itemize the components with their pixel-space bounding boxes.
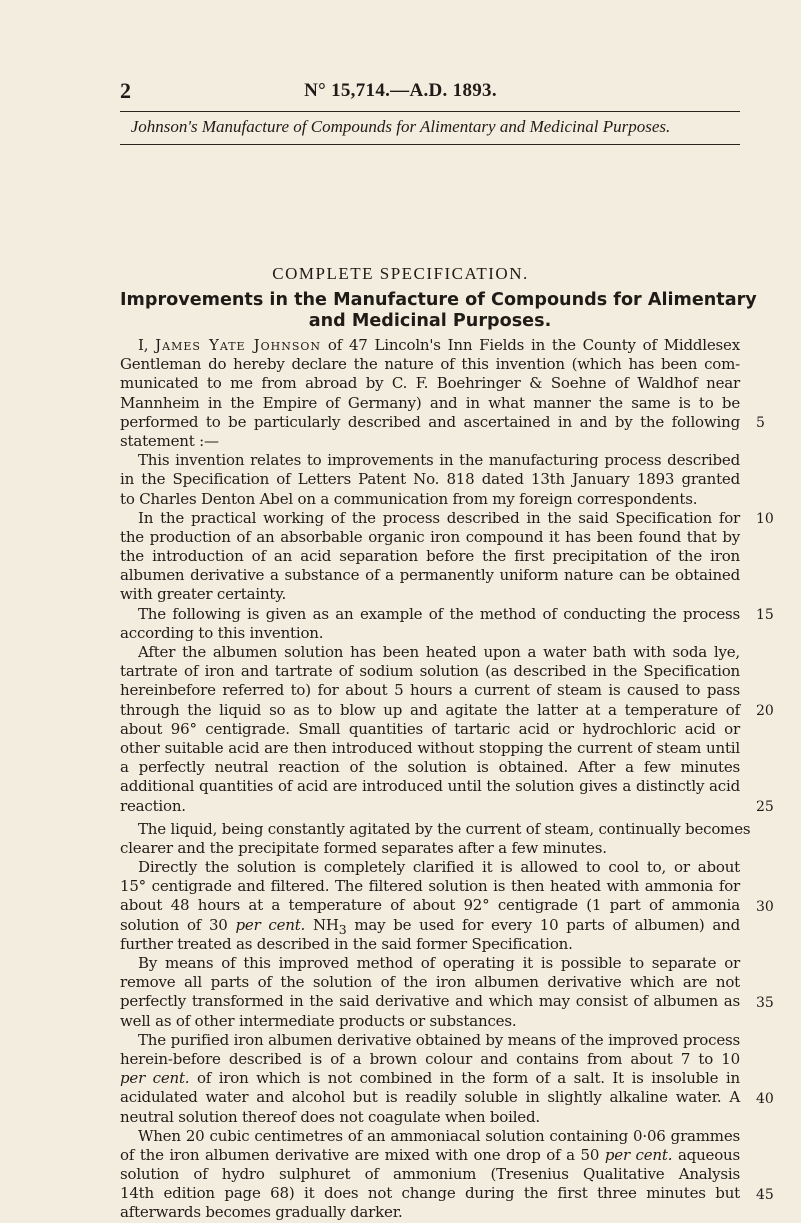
line-number: 20 bbox=[756, 702, 774, 719]
text-line: well as of other intermediate products or substances. bbox=[120, 1011, 517, 1030]
page-number: 2 bbox=[120, 78, 131, 103]
text-run: solution of 30 bbox=[120, 915, 236, 934]
text-line: In the practical working of the process described in the said Specification for bbox=[138, 508, 740, 527]
text-line bbox=[120, 916, 740, 935]
patent-number: N° 15,714.—A.D. 1893. bbox=[304, 80, 497, 101]
text-run: aqueous bbox=[672, 1145, 741, 1164]
text-line: albumen derivative a substance of a permanently uniform nature can be obtained bbox=[120, 566, 740, 585]
text-line: additional quantities of acid are introduced until the solution gives a distinctly acid bbox=[120, 777, 740, 796]
text-line: neutral solution thereof does not coagulate when boiled. bbox=[120, 1107, 540, 1126]
title-line: Improvements in the Manufacture of Compounds for Alimentary bbox=[120, 290, 757, 310]
text-run: I, bbox=[138, 336, 156, 354]
text-line: through the liquid so as to blow up and agitate the latter at a temperature of bbox=[120, 700, 740, 719]
text-line: statement :— bbox=[120, 431, 219, 450]
line-number: 30 bbox=[756, 898, 774, 915]
text-line: according to this invention. bbox=[120, 623, 324, 642]
text-line: The purified iron albumen derivative obtained by means of the improved process bbox=[138, 1030, 740, 1049]
text-line: The following is given as an example of the method of conducting the process bbox=[138, 604, 740, 623]
text-line: Gentleman do hereby declare the nature of this invention (which has been com- bbox=[120, 355, 740, 374]
text-run: per cent. bbox=[604, 1145, 673, 1164]
text-run: 3 bbox=[338, 921, 347, 937]
text-line: municated to me from abroad by C. F. Boehringer & Soehne of Waldhof near bbox=[120, 374, 740, 393]
header-rule-bottom bbox=[120, 144, 740, 145]
text-line: After the albumen solution has been heated upon a water bath with soda lye, bbox=[138, 643, 740, 661]
text-line: clearer and the precipitate formed separates after a few minutes. bbox=[120, 838, 607, 857]
text-run: per cent. bbox=[235, 915, 306, 934]
line-number: 5 bbox=[756, 414, 765, 431]
spec-heading: COMPLETE SPECIFICATION. bbox=[272, 264, 529, 283]
text-line: remove all parts of the solution of the iron albumen derivative which are not bbox=[120, 973, 740, 992]
text-line: solution of hydro sulphuret of ammonium (Tresenius Qualitative Analysis bbox=[120, 1165, 740, 1184]
text-run: may be used for every 10 parts of albumen) and bbox=[346, 915, 741, 934]
text-run: NH bbox=[305, 915, 339, 934]
text-run: of 47 Lincoln's Inn Fields in the County of Middlesex bbox=[321, 336, 740, 354]
text-line: The liquid, being constantly agitated by the current of steam, continually becomes bbox=[138, 819, 751, 838]
text-line: in the Specification of Letters Patent No. 818 dated 13th January 1893 granted bbox=[120, 470, 740, 489]
title-line: and Medicinal Purposes. bbox=[308, 311, 552, 331]
text-line: This invention relates to improvements in the manufacturing process described bbox=[138, 451, 740, 470]
text-line: 15° centigrade and filtered. The filtered solution is then heated with ammonia for bbox=[120, 877, 740, 896]
text-line: Mannheim in the Empire of Germany) and in what manner the same is to be bbox=[120, 393, 740, 412]
line-number: 45 bbox=[756, 1186, 774, 1203]
text-run: of the iron albumen derivative are mixed with one drop of a 50 bbox=[120, 1145, 605, 1164]
running-title: Johnson's Manufacture of Compounds for Alimentary and Medicinal Purposes. bbox=[130, 117, 671, 136]
text-line: tartrate of iron and tartrate of sodium solution (as described in the Specification bbox=[120, 662, 740, 681]
text-line: with greater certainty. bbox=[120, 585, 287, 604]
text-line: the introduction of an acid separation before the first precipitation of the iron bbox=[120, 547, 740, 566]
text-line: hereinbefore referred to) for about 5 hours a current of steam is caused to pass bbox=[120, 681, 740, 700]
text-line: the production of an absorbable organic iron compound it has been found that by bbox=[120, 527, 740, 546]
line-number: 10 bbox=[756, 510, 774, 527]
text-line bbox=[120, 1146, 740, 1165]
text-run: of iron which is not combined in the form of a salt. It is insoluble in bbox=[189, 1069, 740, 1088]
text-line: 14th edition page 68) it does not change during the first three minutes but bbox=[120, 1184, 740, 1203]
text-line: other suitable acid are then introduced without stopping the current of steam until bbox=[120, 738, 740, 757]
text-line: a perfectly neutral reaction of the solution is obtained. After a few minutes bbox=[120, 758, 740, 777]
spec-title bbox=[120, 290, 757, 332]
line-number: 15 bbox=[756, 606, 774, 623]
text-run: per cent. bbox=[120, 1069, 190, 1088]
header-rule bbox=[120, 111, 740, 112]
text-line: about 48 hours at a temperature of about 92° centigrade (1 part of ammonia bbox=[120, 896, 740, 915]
text-line: perfectly transformed in the said derivative and which may consist of albumen as bbox=[120, 992, 740, 1011]
text-line: Directly the solution is completely clarified it is allowed to cool to, or about bbox=[138, 858, 740, 877]
text-line: reaction. bbox=[120, 796, 186, 815]
text-line: about 96° centigrade. Small quantities of tartaric acid or hydrochloric acid or bbox=[120, 719, 740, 738]
body-text bbox=[120, 336, 751, 1223]
text-line: acidulated water and alcohol but is readily soluble in slightly alkaline water. A bbox=[120, 1088, 740, 1107]
text-line bbox=[120, 1069, 740, 1088]
text-line: By means of this improved method of operating it is possible to separate or bbox=[138, 954, 740, 972]
text-line: herein-before described is of a brown colour and contains from about 7 to 10 bbox=[120, 1049, 740, 1068]
line-number: 25 bbox=[756, 798, 774, 815]
line-number: 40 bbox=[756, 1090, 774, 1107]
text-line: afterwards becomes gradually darker. bbox=[120, 1203, 403, 1222]
text-line bbox=[120, 336, 740, 355]
text-line: to Charles Denton Abel on a communication from my foreign correspondents. bbox=[120, 489, 698, 508]
text-run: James Yate Johnson bbox=[155, 336, 322, 354]
line-number: 35 bbox=[756, 994, 774, 1011]
text-line: When 20 cubic centimetres of an ammoniacal solution containing 0·06 grammes bbox=[138, 1126, 740, 1145]
text-line: performed to be particularly described and ascertained in and by the following bbox=[120, 412, 740, 431]
text-line: further treated as described in the said former Specification. bbox=[120, 934, 573, 953]
